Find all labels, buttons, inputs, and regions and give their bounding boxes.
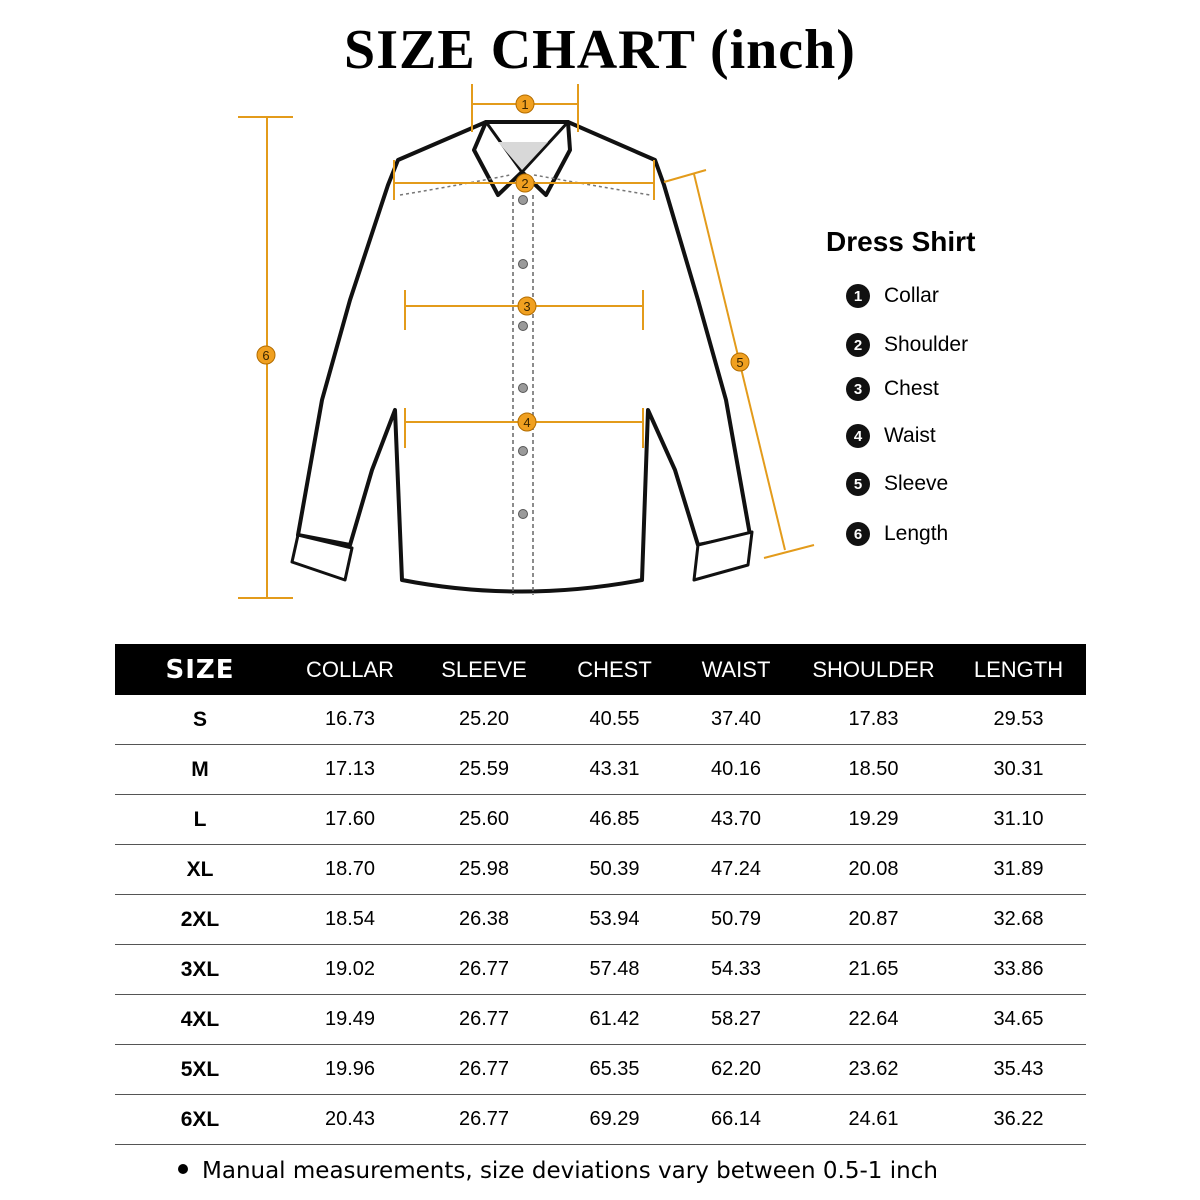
shirt-illustration — [292, 122, 752, 592]
table-cell: 46.85 — [553, 795, 676, 845]
table-cell: 26.77 — [415, 1095, 553, 1145]
table-cell: 19.29 — [796, 795, 951, 845]
table-cell: 26.38 — [415, 895, 553, 945]
number-5-icon: 5 — [846, 472, 870, 496]
table-cell: 43.31 — [553, 745, 676, 795]
number-3-icon: 3 — [846, 377, 870, 401]
table-cell: 61.42 — [553, 995, 676, 1045]
size-cell: M — [115, 745, 285, 795]
table-header-row — [115, 644, 1086, 695]
table-cell: 26.77 — [415, 945, 553, 995]
column-header-shoulder: SHOULDER — [796, 644, 951, 695]
table-row — [115, 1095, 1086, 1145]
table-cell: 18.54 — [285, 895, 415, 945]
size-cell: 3XL — [115, 945, 285, 995]
marker-sleeve — [731, 353, 749, 371]
footnote-text: Manual measurements, size deviations vary between 0.5-1 inch — [202, 1158, 938, 1184]
legend-label: Waist — [884, 424, 936, 447]
table-cell: 31.89 — [951, 845, 1086, 895]
table-cell: 32.68 — [951, 895, 1086, 945]
table-cell: 47.24 — [676, 845, 796, 895]
table-cell: 23.62 — [796, 1045, 951, 1095]
table-row — [115, 695, 1086, 745]
table-cell: 37.40 — [676, 695, 796, 745]
number-1-icon: 1 — [846, 284, 870, 308]
legend-label: Shoulder — [884, 333, 969, 356]
size-cell: 2XL — [115, 895, 285, 945]
table-cell: 19.49 — [285, 995, 415, 1045]
table-cell: 53.94 — [553, 895, 676, 945]
table-cell: 25.59 — [415, 745, 553, 795]
table-cell: 17.83 — [796, 695, 951, 745]
legend-label: Sleeve — [884, 472, 949, 495]
marker-shoulder — [516, 174, 534, 192]
table-row — [115, 845, 1086, 895]
table-cell: 65.35 — [553, 1045, 676, 1095]
table-cell: 50.39 — [553, 845, 676, 895]
table-cell: 25.60 — [415, 795, 553, 845]
table-cell: 16.73 — [285, 695, 415, 745]
table-cell: 33.86 — [951, 945, 1086, 995]
table-cell: 26.77 — [415, 995, 553, 1045]
size-cell: 5XL — [115, 1045, 285, 1095]
number-6-icon: 6 — [846, 522, 870, 546]
marker-waist — [518, 413, 536, 431]
table-cell: 62.20 — [676, 1045, 796, 1095]
measurement-legend — [826, 226, 976, 545]
table-cell: 20.87 — [796, 895, 951, 945]
table-row — [115, 795, 1086, 845]
svg-text:5: 5 — [736, 355, 744, 370]
table-row — [115, 995, 1086, 1045]
marker-collar — [516, 95, 534, 113]
table-cell: 29.53 — [951, 695, 1086, 745]
table-cell: 58.27 — [676, 995, 796, 1045]
marker-length — [257, 346, 275, 364]
table-cell: 25.20 — [415, 695, 553, 745]
table-cell: 50.79 — [676, 895, 796, 945]
table-cell: 43.70 — [676, 795, 796, 845]
table-cell: 22.64 — [796, 995, 951, 1045]
table-cell: 69.29 — [553, 1095, 676, 1145]
table-cell: 40.55 — [553, 695, 676, 745]
table-cell: 34.65 — [951, 995, 1086, 1045]
table-cell: 17.60 — [285, 795, 415, 845]
column-header-collar: COLLAR — [285, 644, 415, 695]
column-header-size: SIZE — [115, 644, 285, 695]
column-header-sleeve: SLEEVE — [415, 644, 553, 695]
legend-item-length — [846, 522, 948, 546]
table-row — [115, 745, 1086, 795]
table-cell: 66.14 — [676, 1095, 796, 1145]
legend-heading: Dress Shirt — [826, 226, 976, 257]
legend-label: Chest — [884, 377, 939, 400]
size-cell: 4XL — [115, 995, 285, 1045]
legend-item-chest — [846, 377, 939, 401]
table-cell: 40.16 — [676, 745, 796, 795]
page-title: SIZE CHART (inch) — [344, 19, 856, 81]
table-row — [115, 945, 1086, 995]
table-row — [115, 1045, 1086, 1095]
legend-label: Length — [884, 522, 949, 545]
legend-item-collar — [846, 284, 939, 308]
table-cell: 31.10 — [951, 795, 1086, 845]
number-2-icon: 2 — [846, 333, 870, 357]
number-4-icon: 4 — [846, 424, 870, 448]
table-cell: 25.98 — [415, 845, 553, 895]
size-cell: XL — [115, 845, 285, 895]
legend-item-sleeve — [846, 472, 948, 496]
svg-text:6: 6 — [262, 348, 270, 363]
column-header-chest: CHEST — [553, 644, 676, 695]
column-header-waist: WAIST — [676, 644, 796, 695]
table-cell: 26.77 — [415, 1045, 553, 1095]
footnote — [178, 1158, 938, 1184]
column-header-length: LENGTH — [951, 644, 1086, 695]
table-cell: 19.96 — [285, 1045, 415, 1095]
table-row — [115, 895, 1086, 945]
size-cell: S — [115, 695, 285, 745]
table-cell: 18.70 — [285, 845, 415, 895]
bullet-icon — [178, 1164, 188, 1174]
table-cell: 36.22 — [951, 1095, 1086, 1145]
marker-chest — [518, 297, 536, 315]
legend-label: Collar — [884, 284, 939, 307]
table-cell: 24.61 — [796, 1095, 951, 1145]
svg-text:2: 2 — [521, 176, 529, 191]
svg-text:3: 3 — [523, 299, 531, 314]
size-cell: L — [115, 795, 285, 845]
svg-text:1: 1 — [521, 97, 529, 112]
table-cell: 17.13 — [285, 745, 415, 795]
table-cell: 18.50 — [796, 745, 951, 795]
table-cell: 35.43 — [951, 1045, 1086, 1095]
size-table — [115, 644, 1086, 1145]
svg-text:4: 4 — [523, 415, 531, 430]
table-cell: 21.65 — [796, 945, 951, 995]
table-cell: 20.43 — [285, 1095, 415, 1145]
table-cell: 20.08 — [796, 845, 951, 895]
table-cell: 54.33 — [676, 945, 796, 995]
legend-item-waist — [846, 424, 936, 448]
size-cell: 6XL — [115, 1095, 285, 1145]
table-cell: 57.48 — [553, 945, 676, 995]
table-cell: 19.02 — [285, 945, 415, 995]
legend-item-shoulder — [846, 333, 968, 357]
table-cell: 30.31 — [951, 745, 1086, 795]
